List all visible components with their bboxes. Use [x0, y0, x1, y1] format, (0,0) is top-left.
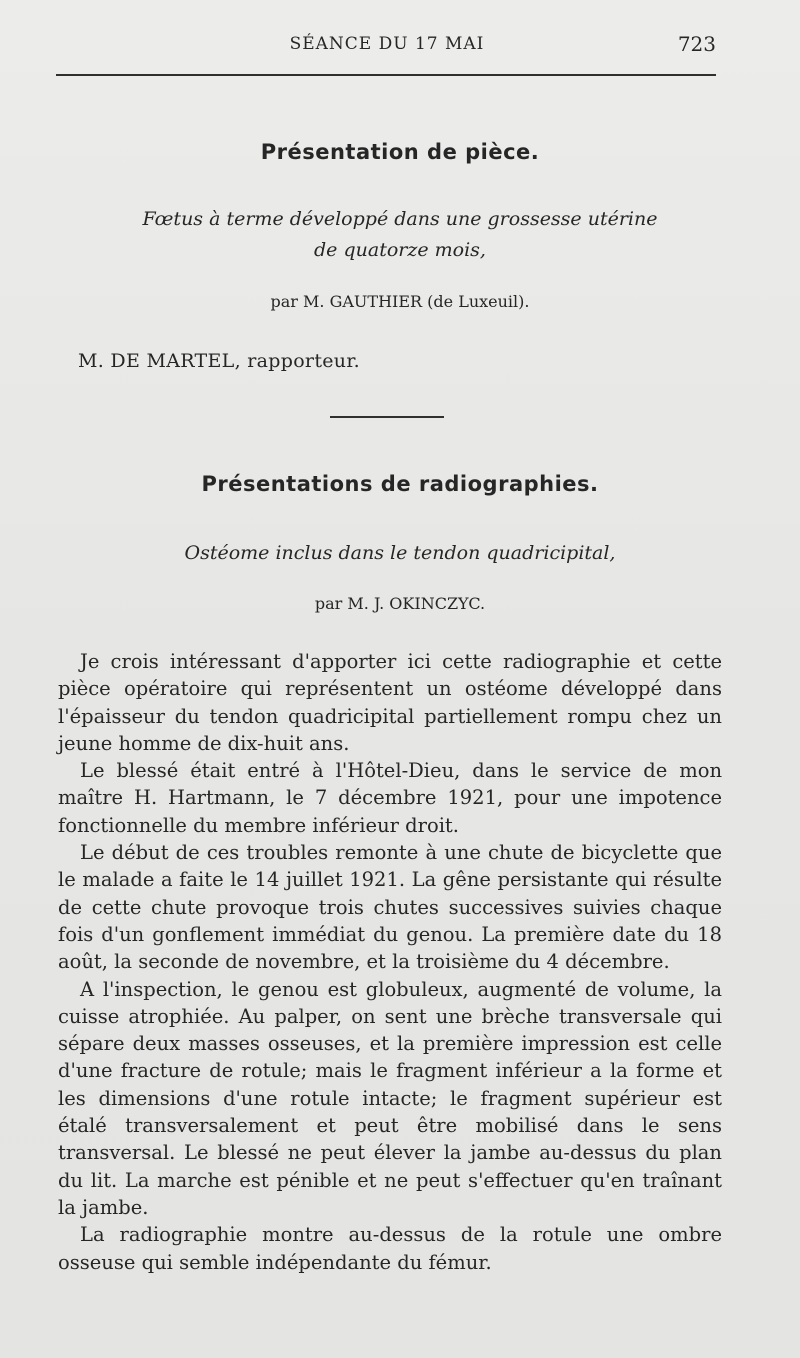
paragraph-1: Je crois intéressant d'apporter ici cette radiographie et cette pièce opératoire qui représentent un ostéome développé dans l'épaisseur du tendon quadricipital partiellement rompu chez un jeune homme de dix-huit ans.: [58, 650, 722, 755]
running-title: SÉANCE DU 17 MAI: [289, 34, 485, 54]
page-number: 723: [677, 32, 716, 56]
running-head: [58, 32, 716, 60]
radiography-byline: par M. J. OKINCZYC.: [314, 594, 486, 613]
paragraph-3: Le début de ces troubles remonte à une chute de bicyclette que le malade a faite le 14 juillet 1921. La gêne persistante qui résulte de cette chute provoque trois chutes successives suivies chaque fois d'un gonflement immédiat du genou. La première date du 18 août, la seconde de novembre, et la troisième du 4 décembre.: [58, 841, 722, 974]
piece-byline: par M. GAUTHIER (de Luxeuil).: [270, 292, 530, 311]
radiography-subtitle: Ostéome inclus dans le tendon quadricipital,: [184, 542, 616, 564]
section-divider: [330, 416, 444, 418]
header-rule: [56, 74, 716, 76]
paragraph-5: La radiographie montre au-dessus de la rotule une ombre osseuse qui semble indépendante du fémur.: [58, 1223, 722, 1274]
paragraph-4: A l'inspection, le genou est globuleux, augmenté de volume, la cuisse atrophiée. Au palper, on sent une brèche transversale qui sépare deux masses osseuses, et la première impression est celle d'une fracture de rotule; mais le fragment inférieur a la forme et les dimensions d'une rotule intacte; le fragment supérieur est étalé transversalement et peut être mobilisé dans le sens transversal. Le blessé ne peut élever la jambe au-dessus du plan du lit. La marche est pénible et ne peut s'effectuer qu'en traînant la jambe.: [58, 977, 722, 1219]
section-title-piece: Présentation de pièce.: [260, 140, 540, 164]
section-title-radiographies: Présentations de radiographies.: [201, 472, 599, 496]
paragraph-2: Le blessé était entré à l'Hôtel-Dieu, dans le service de mon maître H. Hartmann, le 7 décembre 1921, pour une impotence fonctionnelle du membre inférieur droit.: [58, 759, 722, 837]
rapporteur-line: M. DE MARTEL, rapporteur.: [78, 350, 360, 372]
body-text: [58, 648, 722, 1276]
piece-subtitle-line2: de quatorze mois,: [314, 239, 486, 261]
piece-subtitle-line1: Fœtus à terme développé dans une grossesse utérine: [142, 208, 658, 230]
